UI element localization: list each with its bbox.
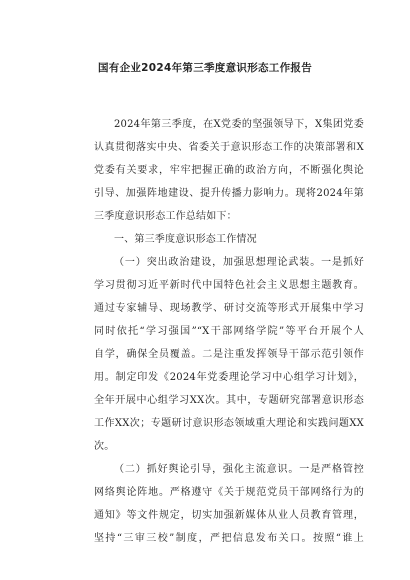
paragraph-line: 党委有关要求，牢牢把握正确的政治方向，不断强化舆论 <box>94 165 364 176</box>
paragraph-line: 用。制定印发《2024年党委理论学习中心组学习计划》， <box>94 372 364 383</box>
document-title: 国有企业2024年第三季度意识形态工作报告 <box>97 62 313 74</box>
paragraph-line: 网络舆论阵地。严格遵守《关于规范党员干部网络行为的 <box>94 487 364 498</box>
paragraph-line: 认真贯彻落实中央、省委关于意识形态工作的决策部署和X <box>94 142 364 153</box>
paragraph-line: （二）抓好舆论引导，强化主流意识。一是严格管控 <box>114 464 364 475</box>
paragraph-line: 全年开展中心组学习XX次。其中，专题研究部署意识形态 <box>94 395 364 406</box>
section-heading: 一、第三季度意识形态工作情况 <box>114 234 257 245</box>
paragraph-line: 2024年第三季度，在X党委的坚强领导下，X集团党委 <box>114 119 364 130</box>
paragraph-line: 坚持“三审三校”制度，严把信息发布关口。按照“谁上 <box>94 533 364 544</box>
paragraph-line: 同时依托“学习强国”“X干部网络学院”等平台开展个人 <box>94 326 364 337</box>
paragraph-line: 次。 <box>94 441 115 452</box>
paragraph-line: （一）突出政治建设，加强思想理论武装。一是抓好 <box>114 257 364 268</box>
paragraph-line: 三季度意识形态工作总结如下： <box>94 211 237 222</box>
paragraph-line: 学习贯彻习近平新时代中国特色社会主义思想主题教育。 <box>94 280 364 291</box>
paragraph-line: 自学，确保全员覆盖。二是注重发挥领导干部示范引领作 <box>94 349 364 360</box>
paragraph-line: 引导、加强阵地建设、提升传播力影响力。现将2024年第 <box>94 188 364 199</box>
paragraph-line: 通知》等文件规定，切实加强新媒体从业人员教育管理， <box>94 510 364 521</box>
paragraph-line: 通过专家辅导、现场教学、研讨交流等形式开展集中学习 <box>94 303 364 314</box>
paragraph-line: 工作XX次；专题研讨意识形态领域重大理论和实践问题XX <box>94 418 364 429</box>
